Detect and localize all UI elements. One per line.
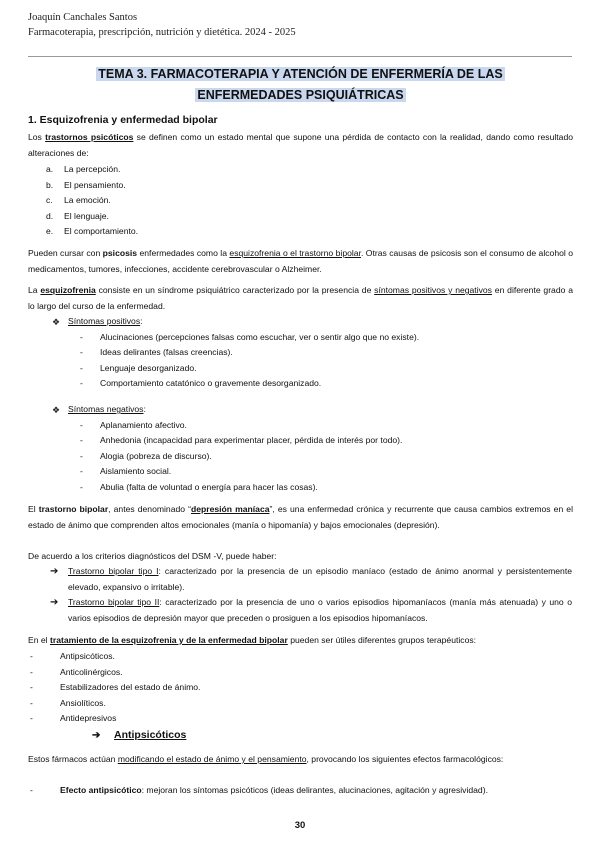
link-esquizofrenia-bipolar: esquizofrenia o el trastorno bipolar bbox=[229, 248, 361, 258]
list-item: c. La emoción. bbox=[46, 195, 111, 205]
list-item: - Lenguaje desorganizado. bbox=[80, 362, 197, 373]
list-item: - Anticolinérgicos. bbox=[30, 666, 123, 677]
list-item: - Comportamiento catatónico o gravemente desorganizado. bbox=[80, 378, 322, 388]
dsm-line: De acuerdo a los criterios diagnósticos del DSM -V, puede haber: bbox=[28, 551, 277, 561]
intro-paragraph: Los trastornos psicóticos se definen como un estado mental que supone una pérdida de contacto con la realidad, dando como resultado alteraciones de: bbox=[28, 132, 574, 158]
antipsicoticos-paragraph: Estos fármacos actúan modificando el estado de ánimo y el pensamiento, provocando los siguientes efectos farmacológicos: bbox=[28, 754, 504, 764]
list-item: - Alucinaciones (percepciones falsas como escuchar, ver o sentir algo que no existe). bbox=[80, 331, 420, 342]
header-author: Joaquín Canchales Santos bbox=[28, 12, 138, 23]
arrow-bullet-icon: ➔ bbox=[50, 566, 59, 577]
diamond-bullet-icon: ❖ bbox=[52, 404, 61, 415]
list-item: - Aislamiento social. bbox=[80, 466, 172, 476]
arrow-bullet-icon: ➔ bbox=[92, 730, 101, 741]
alterations-list bbox=[46, 162, 138, 240]
list-item: e. El comportamiento. bbox=[46, 226, 139, 236]
chapter-title bbox=[28, 64, 573, 106]
list-item: d. El lenguaje. bbox=[46, 210, 109, 221]
list-item: ➔ Trastorno bipolar tipo I: caracterizado por la presencia de un episodio maníaco (estado de ánimo anormal y persistentemente elevado, expansivo o irritable). bbox=[50, 564, 572, 595]
section-heading: 1. Esquizofrenia y enfermedad bipolar bbox=[28, 114, 218, 126]
esquizofrenia-paragraph: La esquizofrenia consiste en un síndrome psiquiátrico caracterizado por la presencia de síntomas positivos y negativos en diferente grado a lo largo del curso de la enfermedad. bbox=[28, 285, 573, 311]
list-item: - Alogia (pobreza de discurso). bbox=[80, 450, 212, 461]
list-item: - Antidepresivos bbox=[30, 713, 117, 723]
title-line-2: ENFERMEDADES PSIQUIÁTRICAS bbox=[197, 88, 404, 102]
term-trastornos-psicoticos: trastornos psicóticos bbox=[45, 132, 134, 142]
title-line-1: TEMA 3. FARMACOTERAPIA Y ATENCIÓN DE ENFERMERÍA DE LAS bbox=[98, 67, 503, 81]
list-item: ➔ Trastorno bipolar tipo II: caracterizado por la presencia de uno o varios episodios hipomaníacos (manía más atenuada) y uno o varios episodios de depresión mayor que preceden o prosiguen a los episodios hipomaníacos. bbox=[50, 595, 572, 626]
tratamiento-line: En el tratamiento de la esquizofrenia y de la enfermedad bipolar pueden ser útiles diferentes grupos terapéuticos: bbox=[28, 635, 477, 645]
page-number: 30 bbox=[294, 820, 306, 831]
list-item: - Estabilizadores del estado de ánimo. bbox=[30, 682, 201, 692]
bipolar-types-list bbox=[50, 564, 572, 626]
efectos-list bbox=[30, 783, 488, 799]
list-item: b. El pensamiento. bbox=[46, 179, 126, 190]
diamond-bullet-icon: ❖ bbox=[52, 316, 61, 327]
list-item: - Antipsicóticos. bbox=[30, 651, 115, 661]
bipolar-paragraph: El trastorno bipolar, antes denominado “depresión maníaca”, es una enfermedad crónica y recurrente que causa cambios extremos en el estado de ánimo que comprenden altos emocionales (manía o hipomanía) y bajos emocionales (depresión). bbox=[28, 504, 573, 530]
list-item: a. La percepción. bbox=[46, 164, 121, 174]
grupos-list bbox=[30, 649, 200, 727]
list-item: - Ansiolíticos. bbox=[30, 697, 106, 708]
header-divider bbox=[28, 56, 572, 57]
psicosis-paragraph: Pueden cursar con psicosis enfermedades como la esquizofrenia o el trastorno bipolar. Otras causas de psicosis son el consumo de alcohol o medicamentos, tumores, infecciones, accidente cerebrovascular o Alzheimer. bbox=[28, 248, 573, 274]
list-item: - Ideas delirantes (falsas creencias). bbox=[80, 347, 233, 357]
sintomas-negativos-block: ❖ Síntomas negativos : - Aplanamiento afectivo. - Anhedonia (incapacidad para experimentar placer, pérdida de interés por todo). - Alogia (pobreza de discurso). - Aislamiento social. - Abulia (falta de voluntad o energía para hacer las cosas). bbox=[52, 402, 402, 495]
header-course: Farmacoterapia, prescripción, nutrición y dietética. 2024 - 2025 bbox=[28, 27, 296, 38]
list-item: - Efecto antipsicótico: mejoran los síntomas psicóticos (ideas delirantes, alucinaciones, agitación y agresividad). bbox=[30, 785, 488, 795]
arrow-bullet-icon: ➔ bbox=[50, 597, 59, 608]
list-item: - Aplanamiento afectivo. bbox=[80, 419, 187, 430]
page-header bbox=[28, 10, 573, 40]
list-item: - Abulia (falta de voluntad o energía para hacer las cosas). bbox=[80, 481, 318, 492]
antipsicoticos-heading: ➔ Antipsicóticos bbox=[92, 729, 187, 741]
sintomas-positivos-block: ❖ Síntomas positivos : - Alucinaciones (percepciones falsas como escuchar, ver o sentir algo que no existe). - Ideas delirantes (falsas creencias). - Lenguaje desorganizado. - Comportamiento catatónico o gravemente desorganizado. bbox=[52, 314, 419, 392]
list-item: - Anhedonia (incapacidad para experimentar placer, pérdida de interés por todo). bbox=[80, 435, 403, 445]
